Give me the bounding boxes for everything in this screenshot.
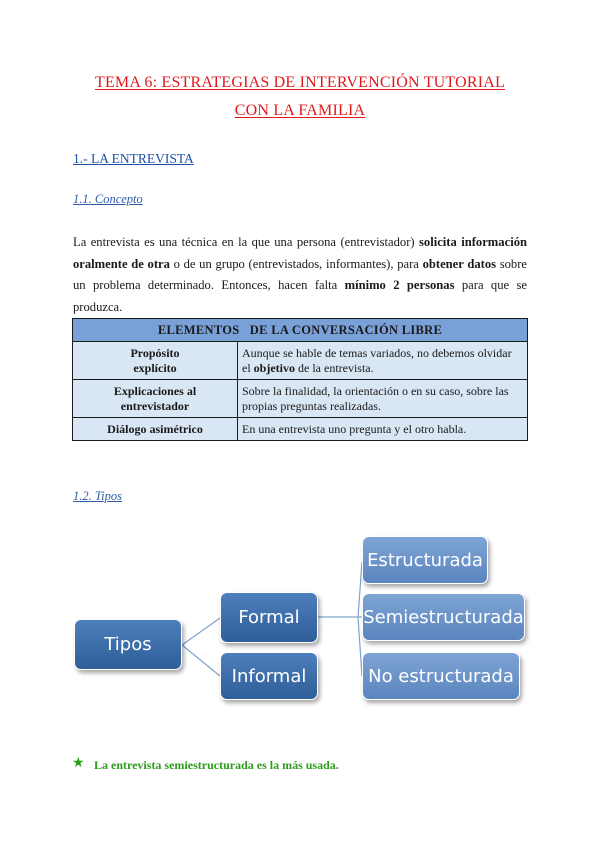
connector-tipos-informal (182, 645, 220, 676)
connector-formal-estructurada (318, 562, 362, 617)
value-bold: objetivo (253, 360, 295, 375)
diagram-node-formal: Formal (220, 592, 318, 643)
diagram-node-estructurada: Estructurada (362, 536, 488, 584)
diagram-node-semiestructurada: Semiestructurada (362, 593, 525, 641)
diagram-node-informal: Informal (220, 652, 318, 700)
key-line2: entrevistador (120, 398, 190, 413)
key-line1: Explicaciones al (113, 383, 197, 398)
document-title-line1: TEMA 6: ESTRATEGIAS DE INTERVENCIÓN TUTORIAL (94, 74, 506, 91)
key-line1: Diálogo asimétrico (107, 421, 203, 436)
table-header: ELEMENTOS DE LA CONVERSACIÓN LIBRE (73, 319, 528, 342)
value-text: Sobre la finalidad, la orientación o en su caso, sobre las propias preguntas realizadas. (242, 383, 509, 413)
value-text-end: de la entrevista. (295, 360, 374, 375)
para-text-2: o de un grupo (entrevistados, informantes), para (169, 256, 423, 271)
subsection-tipos: 1.2. Tipos (73, 489, 122, 503)
para-text-4: para que se produzca. (73, 278, 527, 314)
para-text-3: sobre un problema determinado. Entonces, hacen falta (73, 256, 528, 292)
para-bold-1: solicita información oralmente de otra (73, 235, 527, 271)
key-line2: explícito (133, 360, 177, 375)
diagram-node-tipos: Tipos (74, 619, 182, 670)
document-title-line2: CON LA FAMILIA (234, 102, 366, 119)
para-bold-2: obtener datos (422, 256, 497, 271)
section-heading: 1.- LA ENTREVISTA (73, 151, 194, 166)
key-line1: Propósito (130, 345, 180, 360)
value-text: En una entrevista uno pregunta y el otro habla. (242, 421, 467, 436)
subsection-concepto: 1.1. Concepto (73, 192, 143, 206)
star-icon: ★ (72, 756, 85, 771)
value-text: Aunque se hable de temas variados, no debemos olvidar el (242, 345, 512, 375)
diagram-node-no-estructurada: No estructurada (362, 652, 520, 700)
para-text-1: La entrevista es una técnica en la que una persona (entrevistador) (73, 235, 420, 249)
conclusion-note: La entrevista semiestructurada es la más usada. (94, 758, 339, 772)
para-bold-3: mínimo 2 personas (344, 278, 455, 292)
